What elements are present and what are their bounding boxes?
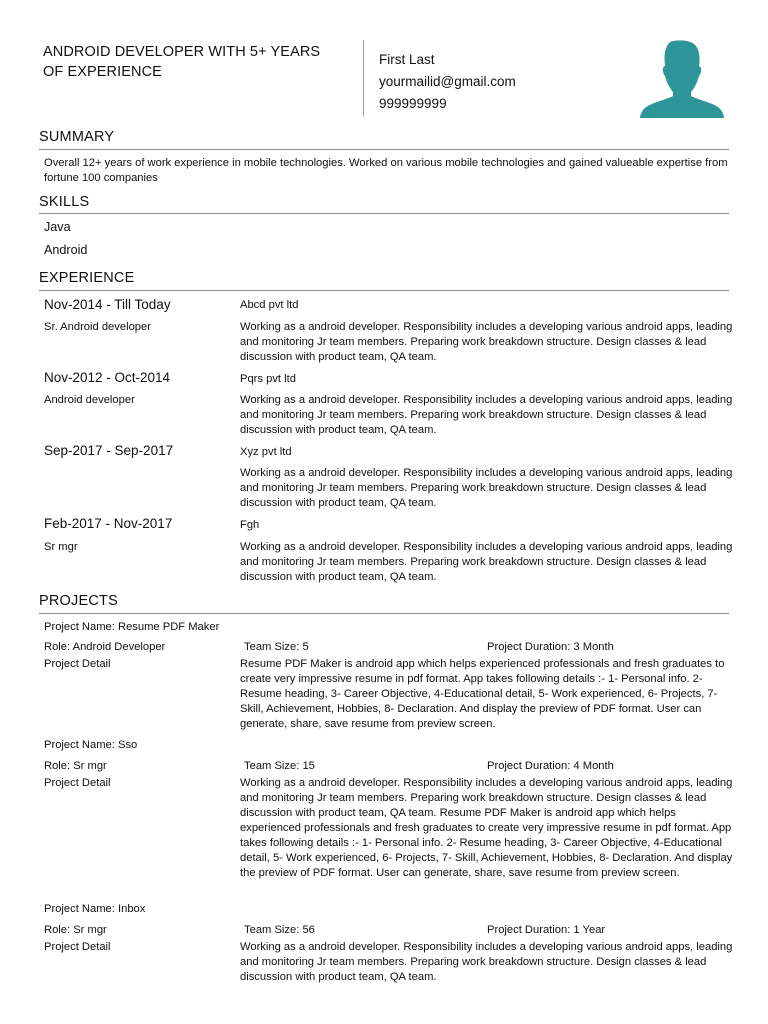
project-detail-label: Project Detail bbox=[44, 777, 111, 789]
skill-item: Android bbox=[44, 243, 88, 257]
experience-description: Working as a android developer. Responsibility includes a developing various android apps, leading and monitoring Jr team members. Preparing work breakdown structure. Design classes & lead discussion with product team, QA team. bbox=[240, 321, 733, 363]
contact-phone: 999999999 bbox=[379, 96, 447, 111]
skills-title: SKILLS bbox=[39, 194, 90, 210]
project-team-size: Team Size: 5 bbox=[244, 641, 309, 653]
experience-description: Working as a android developer. Responsibility includes a developing various android apps, leading and monitoring Jr team members. Preparing work breakdown structure. Design classes & lead discussion with product team, QA team. bbox=[240, 467, 733, 509]
skills-divider bbox=[39, 213, 729, 214]
skill-item: Java bbox=[44, 220, 71, 234]
project-name: Project Name: Inbox bbox=[44, 903, 146, 915]
project-detail-label: Project Detail bbox=[44, 941, 111, 953]
experience-period: Nov-2014 - Till Today bbox=[44, 297, 171, 312]
summary-divider bbox=[39, 149, 729, 150]
project-detail: Working as a android developer. Responsibility includes a developing various android apps, leading and monitoring Jr team members. Preparing work breakdown structure. Design classes & lead discussion with product team, QA team. Resume PDF Maker is android app which helps experienced professionals and fresh graduates to create very impressive resume in pdf format. App takes following details :- 1- Personal info. 2- Resume heading, 3- Career Objective, 4-Educational detail, 5- Work experienced, 6- Projects, 7- Skill, Achievement, Hobbies, 8- Declaration. And display the preview of PDF format. User can generate, share, save resume from preview screen. bbox=[240, 777, 733, 879]
summary-text: Overall 12+ years of work experience in mobile technologies. Worked on various mobile technologies and gained valueable expertise from fortune 100 companies bbox=[44, 157, 728, 184]
experience-role: Sr. Android developer bbox=[44, 321, 151, 333]
experience-company: Fgh bbox=[240, 519, 260, 531]
project-name: Project Name: Sso bbox=[44, 739, 138, 751]
project-team-size: Team Size: 15 bbox=[244, 760, 315, 772]
experience-description: Working as a android developer. Responsibility includes a developing various android apps, leading and monitoring Jr team members. Preparing work breakdown structure. Design classes & lead discussion with product team, QA team. bbox=[240, 541, 733, 583]
headline: ANDROID DEVELOPER WITH 5+ YEARS OF EXPERIENCE bbox=[43, 44, 321, 80]
experience-title: EXPERIENCE bbox=[39, 270, 135, 286]
project-detail: Working as a android developer. Responsibility includes a developing various android apps, leading and monitoring Jr team members. Preparing work breakdown structure. Design classes & lead discussion with product team, QA team. bbox=[240, 941, 733, 983]
experience-description: Working as a android developer. Responsibility includes a developing various android apps, leading and monitoring Jr team members. Preparing work breakdown structure. Design classes & lead discussion with product team, QA team. bbox=[240, 394, 733, 436]
experience-period: Feb-2017 - Nov-2017 bbox=[44, 516, 173, 531]
project-role: Role: Android Developer bbox=[44, 641, 166, 653]
project-duration: Project Duration: 1 Year bbox=[487, 924, 606, 936]
experience-period: Nov-2012 - Oct-2014 bbox=[44, 370, 171, 385]
experience-period: Sep-2017 - Sep-2017 bbox=[44, 443, 174, 458]
projects-title: PROJECTS bbox=[39, 593, 118, 609]
project-detail: Resume PDF Maker is android app which helps experienced professionals and fresh graduates to create very impressive resume in pdf format. App takes following details :- 1- Personal info. 2- Resume heading, 3- Career Objective, 4-Educational detail, 5- Work experienced, 6- Projects, 7- Skill, Achievement, Hobbies, 8- Declaration. And display the preview of PDF format. User can generate, share, save resume from preview screen. bbox=[240, 658, 725, 730]
project-duration: Project Duration: 3 Month bbox=[487, 641, 614, 653]
experience-role: Sr mgr bbox=[44, 541, 78, 553]
experience-company: Xyz pvt ltd bbox=[240, 446, 292, 458]
experience-role: Android developer bbox=[44, 394, 135, 406]
user-silhouette-icon bbox=[640, 40, 724, 118]
project-detail-label: Project Detail bbox=[44, 658, 111, 670]
experience-divider bbox=[39, 290, 729, 291]
experience-company: Pqrs pvt ltd bbox=[240, 373, 296, 385]
header-divider bbox=[363, 40, 364, 116]
contact-email: yourmailid@gmail.com bbox=[379, 74, 516, 89]
project-role: Role: Sr mgr bbox=[44, 924, 107, 936]
project-name: Project Name: Resume PDF Maker bbox=[44, 621, 220, 633]
experience-company: Abcd pvt ltd bbox=[240, 299, 299, 311]
project-duration: Project Duration: 4 Month bbox=[487, 760, 614, 772]
resume-header bbox=[43, 40, 733, 120]
contact-info bbox=[379, 49, 516, 115]
contact-name: First Last bbox=[379, 52, 435, 67]
project-role: Role: Sr mgr bbox=[44, 760, 107, 772]
projects-divider bbox=[39, 613, 729, 614]
project-team-size: Team Size: 56 bbox=[244, 924, 315, 936]
summary-title: SUMMARY bbox=[39, 129, 115, 145]
